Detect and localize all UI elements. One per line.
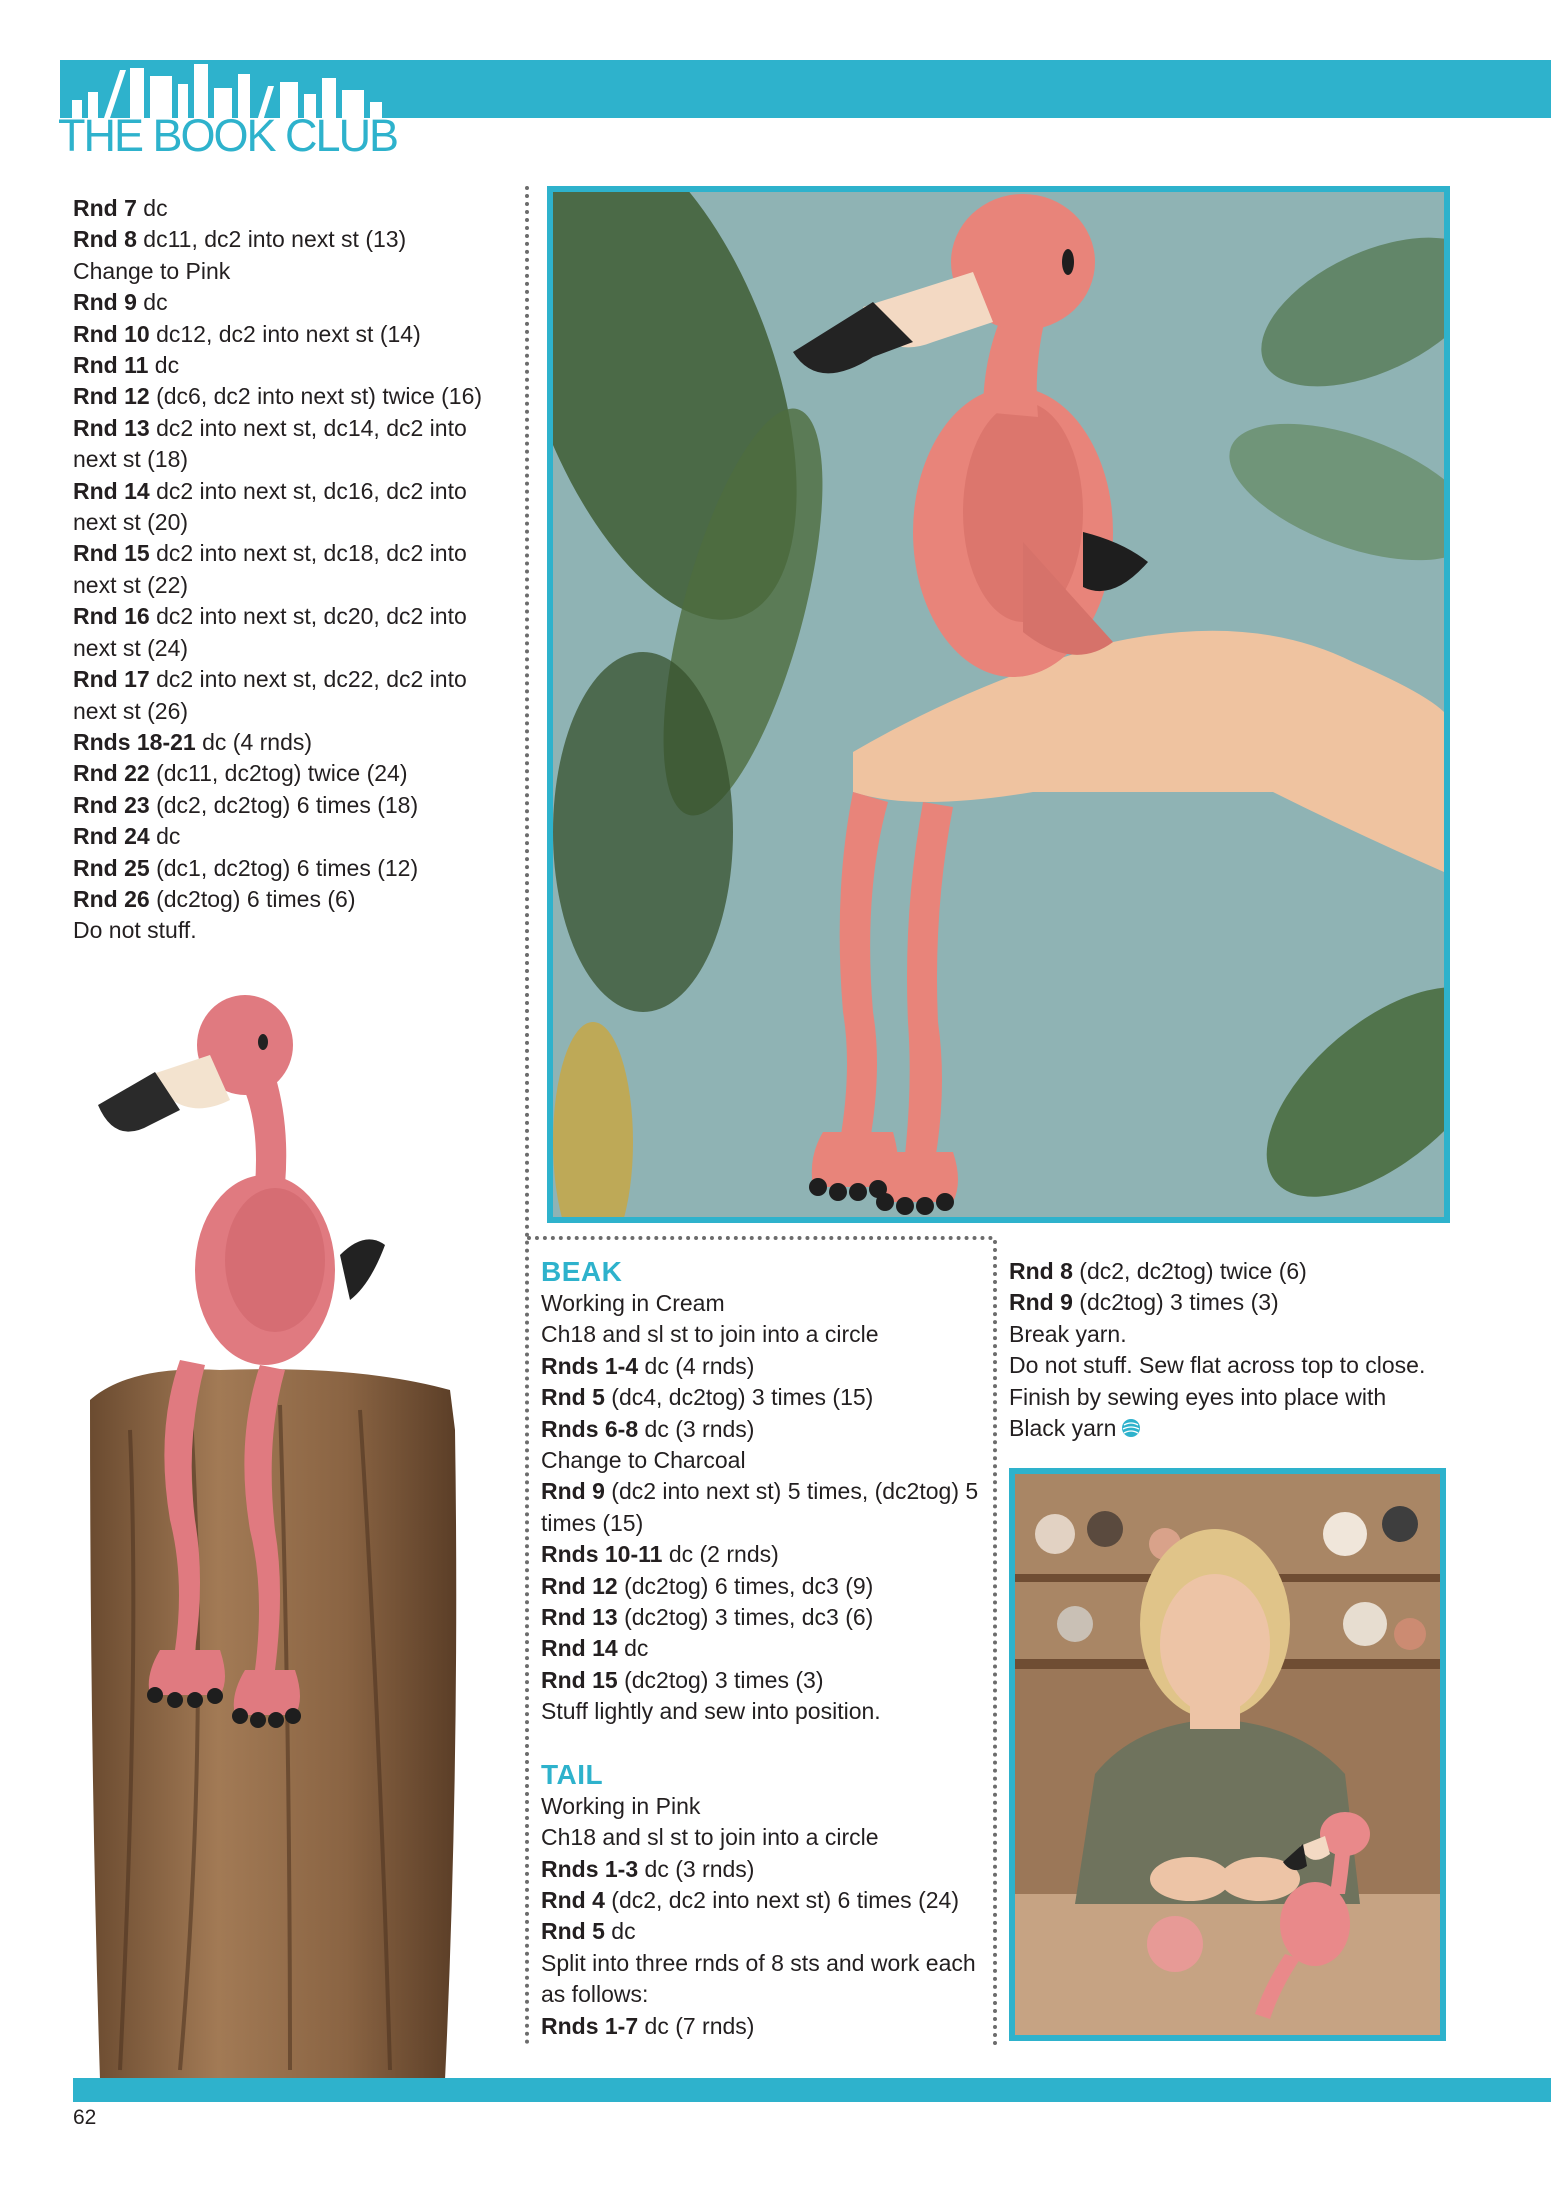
pattern-line xyxy=(73,758,513,789)
flamingo-on-stump-photo xyxy=(60,960,500,2080)
instruction-text: dc (2 rnds) xyxy=(662,1541,779,1568)
instruction-text: Change to Charcoal xyxy=(541,1447,746,1474)
round-label: Rnds 1-7 xyxy=(541,2012,639,2039)
round-label: Rnd 12 xyxy=(541,1572,618,1599)
pattern-line xyxy=(541,1948,981,2011)
round-label: Rnd 26 xyxy=(73,885,150,912)
round-label: Rnd 9 xyxy=(1009,1289,1073,1316)
round-label: Rnd 15 xyxy=(73,540,150,567)
round-label: Rnd 25 xyxy=(73,854,150,881)
right-instructions xyxy=(1009,1256,1439,1444)
pattern-line xyxy=(73,381,513,412)
instruction-text: dc11, dc2 into next st (13) xyxy=(136,226,407,253)
page-number: 62 xyxy=(73,2106,97,2129)
round-label: Rnd 5 xyxy=(541,1384,605,1411)
beak-instructions xyxy=(541,1288,981,1728)
pattern-line xyxy=(541,1665,981,1696)
instruction-text: Do not stuff. Sew flat across top to close. xyxy=(1009,1352,1426,1379)
instruction-text: dc12, dc2 into next st (14) xyxy=(149,320,421,347)
pattern-line xyxy=(1009,1287,1439,1318)
round-label: Rnd 11 xyxy=(73,352,149,379)
flamingo-hand-photo xyxy=(547,186,1450,1223)
pattern-line xyxy=(1009,1382,1439,1445)
pattern-line xyxy=(541,1351,981,1382)
instruction-text: dc (4 rnds) xyxy=(195,728,313,755)
instruction-text: dc xyxy=(136,289,168,316)
round-label: Rnds 1-3 xyxy=(541,1855,639,1882)
pattern-line xyxy=(1009,1319,1439,1350)
instruction-text: dc xyxy=(149,823,181,850)
pattern-line xyxy=(73,224,513,255)
instruction-text: (dc2, dc2 into next st) 6 times (24) xyxy=(604,1886,959,1913)
pattern-line xyxy=(73,413,513,476)
round-label: Rnd 9 xyxy=(73,289,137,316)
beak-section-title: BEAK xyxy=(541,1256,623,1287)
column-divider-right xyxy=(993,1240,997,2046)
instruction-text: dc xyxy=(136,195,168,221)
instruction-text: Working in Cream xyxy=(541,1290,725,1316)
left-pattern-column xyxy=(73,193,513,947)
pattern-line xyxy=(73,319,513,350)
round-label: Rnd 15 xyxy=(541,1666,618,1693)
pattern-line xyxy=(541,1885,981,1916)
round-label: Rnd 17 xyxy=(73,666,150,693)
instruction-text: (dc2tog) 3 times, dc3 (6) xyxy=(617,1604,874,1631)
instruction-text: Split into three rnds of 8 sts and work each as follows: xyxy=(541,1949,976,2008)
round-label: Rnd 16 xyxy=(73,603,150,630)
pattern-line xyxy=(73,853,513,884)
pattern-line xyxy=(73,821,513,852)
pattern-line xyxy=(73,538,513,601)
instruction-text: Working in Pink xyxy=(541,1792,701,1819)
tail-section-title: TAIL xyxy=(541,1758,604,1790)
pattern-line xyxy=(73,727,513,758)
round-label: Rnd 13 xyxy=(73,414,150,441)
pattern-line xyxy=(541,1633,981,1664)
yarn-ball-icon xyxy=(1120,1417,1142,1439)
instruction-text: (dc2, dc2tog) twice (6) xyxy=(1072,1258,1307,1284)
footer-band xyxy=(73,2078,1551,2102)
instruction-text: (dc4, dc2tog) 3 times (15) xyxy=(604,1384,874,1411)
instruction-text: (dc2tog) 3 times (3) xyxy=(617,1666,824,1693)
pattern-line xyxy=(541,1822,981,1853)
instruction-text: (dc2 into next st) 5 times, (dc2tog) 5 times (15) xyxy=(541,1478,979,1536)
round-label: Rnd 24 xyxy=(73,823,150,850)
instruction-text: dc2 into next st, dc16, dc2 into next st (20) xyxy=(73,477,467,536)
round-label: Rnd 12 xyxy=(73,383,150,410)
tail-instructions xyxy=(541,1791,981,2042)
pattern-line xyxy=(541,1916,981,1947)
instruction-text: Stuff lightly and sew into position. xyxy=(541,1698,881,1725)
pattern-line xyxy=(73,601,513,664)
pattern-line xyxy=(541,1445,981,1476)
instruction-text: dc (7 rnds) xyxy=(638,2012,755,2039)
round-label: Rnd 14 xyxy=(541,1635,618,1662)
column-divider-left xyxy=(525,186,529,2046)
instruction-text: dc2 into next st, dc20, dc2 into next st (24) xyxy=(73,603,467,661)
round-label: Rnd 9 xyxy=(541,1478,605,1505)
instruction-text: (dc2tog) 6 times, dc3 (9) xyxy=(617,1572,874,1599)
pattern-line xyxy=(541,1696,981,1727)
pattern-line xyxy=(541,1854,981,1885)
photo-divider xyxy=(527,1236,993,1240)
instruction-text: dc xyxy=(604,1918,636,1945)
pattern-line xyxy=(73,790,513,821)
pattern-line xyxy=(1009,1256,1439,1287)
round-label: Rnd 7 xyxy=(73,195,137,221)
instruction-text: Ch18 and sl st to join into a circle xyxy=(541,1824,879,1851)
right-pattern-column xyxy=(1009,1256,1439,1444)
pattern-line xyxy=(541,1571,981,1602)
pattern-line xyxy=(541,1319,981,1350)
instruction-text: Change to Pink xyxy=(73,257,231,284)
round-label: Rnd 8 xyxy=(73,226,137,253)
instruction-text: dc (3 rnds) xyxy=(638,1415,755,1442)
instruction-text: (dc2tog) 3 times (3) xyxy=(1072,1289,1279,1316)
instruction-text: Break yarn. xyxy=(1009,1320,1127,1347)
instruction-text: Do not stuff. xyxy=(73,917,197,944)
round-label: Rnd 22 xyxy=(73,760,150,787)
pattern-line xyxy=(73,915,513,946)
round-label: Rnds 6-8 xyxy=(541,1415,639,1442)
middle-pattern-column xyxy=(541,1256,981,2042)
instruction-text: dc (3 rnds) xyxy=(638,1855,755,1882)
round-label: Rnds 18-21 xyxy=(73,728,196,755)
pattern-line xyxy=(541,1414,981,1445)
round-label: Rnds 1-4 xyxy=(541,1352,639,1379)
round-label: Rnd 13 xyxy=(541,1604,618,1631)
pattern-line xyxy=(541,1602,981,1633)
pattern-line xyxy=(541,1791,981,1822)
pattern-line xyxy=(73,193,513,224)
instruction-text: (dc11, dc2tog) twice (24) xyxy=(149,760,408,787)
pattern-line xyxy=(73,476,513,539)
pattern-line xyxy=(1009,1350,1439,1381)
pattern-line xyxy=(73,350,513,381)
round-label: Rnd 4 xyxy=(541,1886,605,1913)
instruction-text: (dc2tog) 6 times (6) xyxy=(149,885,356,912)
pattern-line xyxy=(73,884,513,915)
round-label: Rnds 10-11 xyxy=(541,1541,663,1568)
instruction-text: Finish by sewing eyes into place with Black yarn xyxy=(1009,1383,1387,1442)
pattern-line xyxy=(541,1539,981,1570)
instruction-text: (dc2, dc2tog) 6 times (18) xyxy=(149,791,419,818)
pattern-line xyxy=(541,1288,981,1319)
pattern-line xyxy=(73,256,513,287)
instruction-text: dc xyxy=(617,1635,649,1662)
instruction-text: (dc1, dc2tog) 6 times (12) xyxy=(149,854,419,881)
instruction-text: Ch18 and sl st to join into a circle xyxy=(541,1321,879,1348)
brand-title: THE BOOK CLUB xyxy=(58,110,398,161)
designer-photo xyxy=(1009,1468,1446,2041)
pattern-line xyxy=(73,287,513,318)
instruction-text: (dc6, dc2 into next st) twice (16) xyxy=(149,383,483,410)
round-label: Rnd 14 xyxy=(73,477,150,504)
instruction-text: dc2 into next st, dc18, dc2 into next st (22) xyxy=(73,540,467,598)
pattern-line xyxy=(541,2011,981,2042)
pattern-line xyxy=(73,664,513,727)
round-label: Rnd 5 xyxy=(541,1918,605,1945)
instruction-text: dc xyxy=(148,352,180,379)
pattern-line xyxy=(541,1382,981,1413)
round-label: Rnd 8 xyxy=(1009,1258,1073,1284)
round-label: Rnd 10 xyxy=(73,320,150,347)
pattern-line xyxy=(541,1476,981,1539)
instruction-text: dc2 into next st, dc14, dc2 into next st (18) xyxy=(73,414,467,473)
instruction-text: dc2 into next st, dc22, dc2 into next st (26) xyxy=(73,666,467,724)
round-label: Rnd 23 xyxy=(73,791,150,818)
instruction-text: dc (4 rnds) xyxy=(638,1352,755,1379)
